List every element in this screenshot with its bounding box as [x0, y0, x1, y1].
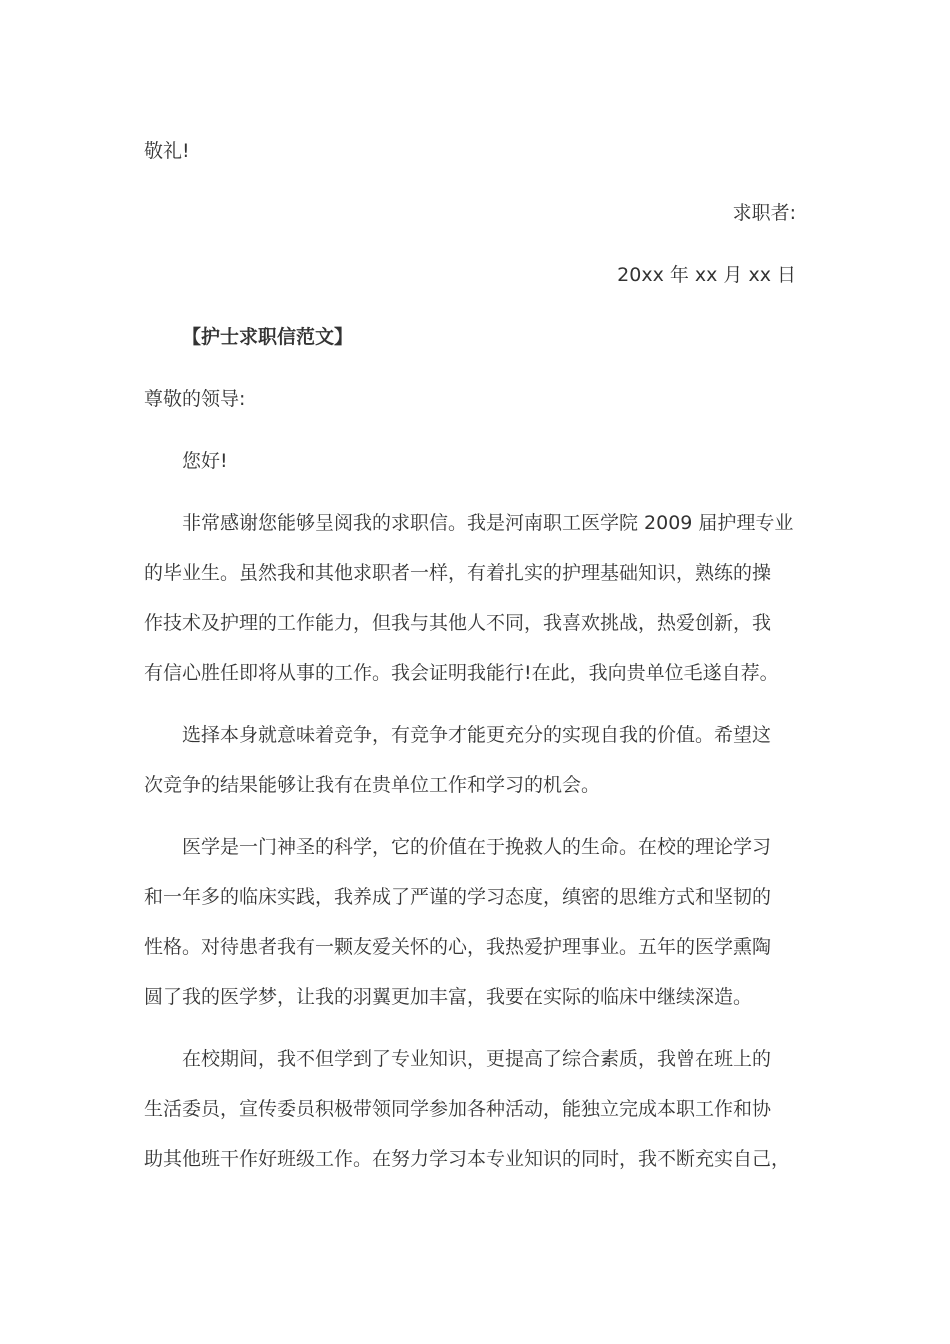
paragraph-line: 的毕业生。虽然我和其他求职者一样，有着扎实的护理基础知识，熟练的操	[144, 562, 772, 584]
paragraph-line: 在校期间，我不但学到了专业知识，更提高了综合素质，我曾在班上的	[182, 1048, 772, 1070]
paragraph-line: 次竞争的结果能够让我有在贵单位工作和学习的机会。	[144, 774, 601, 796]
letter-date: 20xx 年 xx 月 xx 日	[617, 264, 796, 286]
paragraph-3	[144, 828, 796, 1016]
paragraph-line: 性格。对待患者我有一颗友爱关怀的心，我热爱护理事业。五年的医学熏陶	[144, 936, 772, 958]
paragraph-line: 非常感谢您能够呈阅我的求职信。我是河南职工医学院 2009 届护理专业	[182, 512, 794, 534]
paragraph-1	[144, 504, 796, 692]
paragraph-line: 和一年多的临床实践，我养成了严谨的学习态度，缜密的思维方式和坚韧的	[144, 886, 772, 908]
paragraph-line: 医学是一门神圣的科学，它的价值在于挽救人的生命。在校的理论学习	[182, 836, 772, 858]
paragraph-line: 选择本身就意味着竞争，有竞争才能更充分的实现自我的价值。希望这	[182, 724, 772, 746]
letter-title: 【护士求职信范文】	[182, 326, 354, 348]
paragraph-line: 有信心胜任即将从事的工作。我会证明我能行!在此，我向贵单位毛遂自荐。	[144, 662, 779, 684]
paragraph-line: 助其他班干作好班级工作。在努力学习本专业知识的同时，我不断充实自己，	[144, 1148, 791, 1170]
letter-hello: 您好!	[182, 450, 228, 472]
closing-salutation: 敬礼!	[144, 140, 190, 162]
paragraph-4	[144, 1040, 796, 1178]
paragraph-line: 生活委员，宣传委员积极带领同学参加各种活动，能独立完成本职工作和协	[144, 1098, 772, 1120]
letter-greeting: 尊敬的领导:	[144, 388, 246, 410]
document-content	[144, 132, 796, 1178]
paragraph-2	[144, 716, 796, 804]
applicant-label: 求职者:	[732, 202, 796, 224]
paragraph-line: 圆了我的医学梦，让我的羽翼更加丰富，我要在实际的临床中继续深造。	[144, 986, 753, 1008]
paragraph-line: 作技术及护理的工作能力，但我与其他人不同，我喜欢挑战，热爱创新，我	[144, 612, 772, 634]
